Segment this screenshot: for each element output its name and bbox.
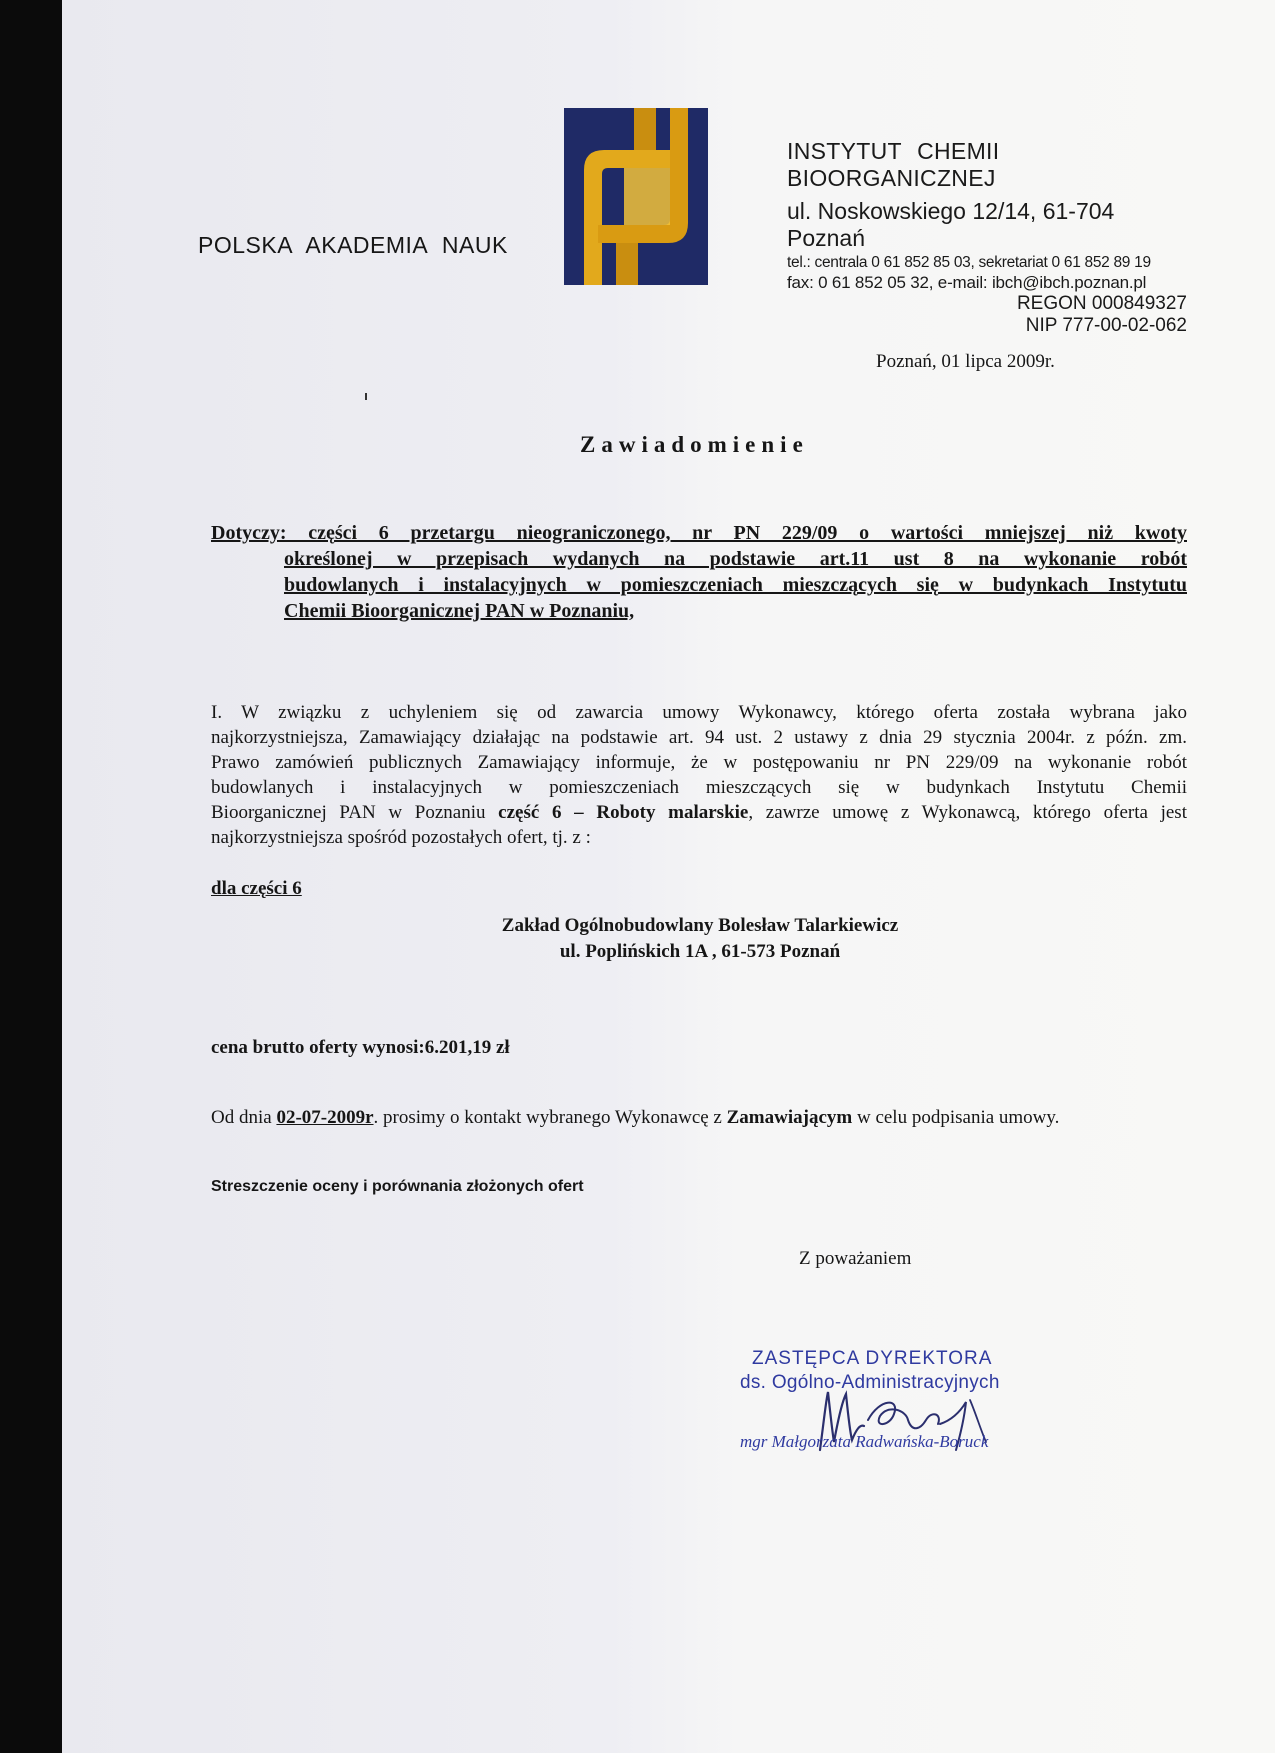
offer-price: cena brutto oferty wynosi:6.201,19 zł [211,1037,510,1058]
document-date: Poznań, 01 lipca 2009r. [876,351,1055,372]
subject-line: Chemii Bioorganicznej PAN w Poznaniu, [284,600,635,622]
body-text: Bioorganicznej PAN w Poznaniu [211,802,499,823]
body-line: Prawo zamówień publicznych Zamawiający informuje, że w postępowaniu nr PN 229/09 na wykonanie robót [211,752,1187,773]
institute-name: INSTYTUT CHEMII BIOORGANICZNEJ [787,138,1000,191]
institute-address: ul. Noskowskiego 12/14, 61-704 Poznań [787,198,1115,251]
body-line: budowlanych i instalacyjnych w pomieszczeniach mieszczących się w budynkach Instytutu Chemii [211,777,1187,798]
contact-party: Zamawiającym [726,1107,853,1128]
academy-name: POLSKA AKADEMIA NAUK [198,232,508,258]
contractor-name: Zakład Ogólnobudowlany Bolesław Talarkiewicz [501,915,899,936]
stamp-department: ds. Ogólno-Administracyjnych [740,1372,1000,1393]
body-paragraph [211,700,1187,850]
body-line [211,800,1187,825]
stamp-name: mgr Małgorzata Radwańska-Boruck [740,1432,989,1451]
contact-middle: . prosimy o kontakt wybranego Wykonawcę z [373,1107,727,1128]
body-line: najkorzystniejsza spośród pozostałych ofert, tj. z : [211,827,591,848]
contractor-address: ul. Poplińskich 1A , 61-573 Poznań [559,941,841,962]
subject-line: Dotyczy: części 6 przetargu nieograniczonego, nr PN 229/09 o wartości mniejszej niż kwoty [211,522,1187,544]
institute-regon: REGON 000849327 [1016,293,1187,314]
scan-mark [365,393,367,400]
stamp-title: ZASTĘPCA DYREKTORA [752,1348,993,1369]
subject-line: budowlanych i instalacyjnych w pomieszczeniach mieszczących się w budynkach Instytutu [284,574,1187,596]
contact-sentence [211,1107,1059,1129]
contact-prefix: Od dnia [211,1107,277,1128]
body-line: I. W związku z uchyleniem się od zawarcia umowy Wykonawcy, którego oferta została wybrana jako [211,702,1187,723]
part-label: dla części 6 [211,878,302,899]
scan-border [0,0,62,1753]
institute-fax-email: fax: 0 61 852 05 32, e-mail: ibch@ibch.poznan.pl [787,273,1147,292]
summary-heading: Streszczenie oceny i porównania złożonych ofert [211,1178,584,1195]
contact-suffix: w celu podpisania umowy. [852,1107,1060,1128]
contractor-block [300,913,1100,965]
contact-date: 02-07-2009r [276,1107,374,1128]
document-title: Zawiadomienie [580,432,809,457]
body-text: , zawrze umowę z Wykonawcą, którego oferta jest [748,802,1187,823]
closing-regards: Z poważaniem [799,1248,912,1269]
institute-phone: tel.: centrala 0 61 852 85 03, sekretariat 0 61 852 89 19 [787,254,1151,271]
contract-part: część 6 – Roboty malarskie [498,802,749,823]
institute-logo [564,108,708,285]
institute-nip: NIP 777-00-02-062 [1025,315,1187,336]
institute-header [787,138,1187,337]
subject-block [211,520,1187,624]
subject-line: określonej w przepisach wydanych na podstawie art.11 ust 8 na wykonanie robót [284,548,1187,570]
body-line: najkorzystniejsza, Zamawiający działając na podstawie art. 94 ust. 2 ustawy z dnia 29 stycznia 2004r. z późn. zm. [211,727,1187,748]
